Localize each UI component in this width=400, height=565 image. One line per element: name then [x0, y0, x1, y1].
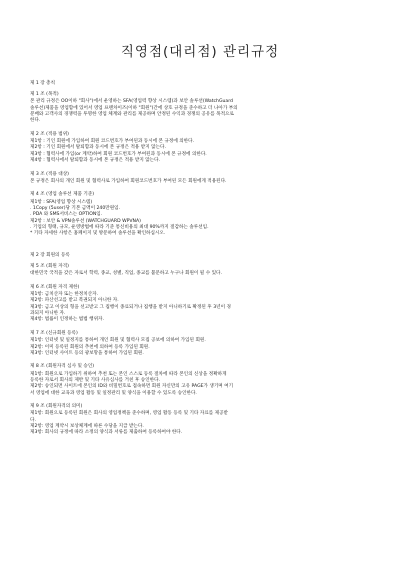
chapter-heading: 제 2 장 회원의 등록: [30, 252, 70, 258]
article-heading: 제 6 조 (회원 자격 제한): [30, 284, 80, 290]
document-title: 직영점(대리점) 관리규정: [120, 44, 280, 60]
article-text-line: 제2항 : 보안 & VPN솔루션 (WATCHGUARD WPVNA): [30, 218, 141, 224]
article-text-line: 본 규정은 회사의 개인 회원 및 협력사로 가입하여 회원코드번호가 부여된 모든 회원에게 적용된다.: [30, 178, 227, 184]
chapter-heading: 제 1 장 총칙: [30, 81, 56, 86]
article-text-line: 분배와 고객사의 경쟁력을 투명한 영업 체계와 관리를 제공하며 안정된 수익과 경쟁의 공유를 목적으로: [30, 112, 234, 117]
article-text-line: 한다.: [30, 118, 41, 124]
article-text-line: 서 영업에 대한 교육과 영업 활동 및 일정관리 및 양식을 이용할 수 있도록 승인한다.: [30, 390, 197, 396]
article-text-line: 제3항: 인터넷 사이트 등의 광보망을 통하여 가입된 회원.: [30, 350, 144, 356]
article-heading: 제 9 조 (회원자격의 의미): [30, 404, 83, 410]
article-heading: 제 8 조 (회원자격 심사 및 승인): [30, 364, 95, 370]
article-text-line: 제1항 : SFA(영업 향상 시스템): [30, 199, 93, 205]
article: [30, 92, 370, 125]
article-text-line: * 기타 자세한 사항은 홈페이지 및 방문하여 솔루션을 확인하십시오.: [30, 231, 166, 237]
article-text-line: 제3항: 회사의 규정에 따라 소정의 양식과 서류를 제출하여 등록하여야 한다.: [30, 430, 183, 436]
article: [30, 404, 370, 437]
article: [30, 331, 370, 357]
article-text-line: 제2항: 영업 계약시 보상체계에 따른 수당을 지급 받는다.: [30, 424, 144, 430]
article-text-line: 솔루션)제품을 영업함에 있어서 영업 프랜차이즈(이하 "회원")간에 상호 규정을 준수하고 더 나아가 부의: [30, 105, 238, 111]
article-text-line: 제1항: 인터넷 및 일정지를 통하여 개인 회원 및 협력사 모집 공보에 의하여 가입된 회원.: [30, 338, 206, 344]
article-text-line: 제2항: 승인되면 사이트에 본인의 ID와 비밀번호로 접속하면 회원 자신만의 고유 PAGE가 생기며 여기: [30, 384, 234, 390]
article: [30, 172, 370, 186]
article: [30, 192, 370, 237]
article-text-line: 제4항 : 협력사에서 탈퇴함과 동시에 본 규정은 적용 받지 않는다.: [30, 158, 161, 164]
article-text-line: 제3항 : 협력사에 가입(or 계약)하여 회원 코드번호가 부여된과 동시에 본 규정에 의한다.: [30, 151, 207, 157]
article: [30, 264, 370, 278]
article-text-line: 다.: [30, 417, 36, 423]
article-heading: 제 1 조 (목적): [30, 92, 59, 97]
article: [30, 364, 370, 397]
article-text-line: 제2항: 파산선고를 받고 복권되지 아니한 자.: [30, 298, 119, 304]
article-heading: 제 4 조 (영업 솔루션 제품 기준): [30, 192, 95, 198]
article-heading: 제 3 조 (적용 대상): [30, 171, 69, 177]
article-text-line: 제2항: 이미 등록된 회원의 추천에 의하여 등록 가입된 회원.: [30, 344, 150, 350]
article-heading: 제 7 조 (신규회원 등록): [30, 330, 78, 336]
article-text-line: 제3항: 금고 이상의 형을 선고받고 그 집행이 종료되거나 집행을 받지 아니하기로 확정된 후 3년이 경: [30, 304, 231, 310]
article-text-line: 제1항: 금치산자 또는 한정치산자.: [30, 292, 99, 298]
article-text-line: 과되지 아니한 자.: [30, 311, 66, 317]
article-text-line: 제1항: 회원으로 등록된 회원은 회사의 영업정책을 준수하며, 영업 활동 등록 및 기타 자료를 제공받: [30, 411, 228, 417]
article-heading: 제 5 조 (회원 자격): [30, 263, 69, 269]
article-heading: 제 2 조 (적용 범위): [30, 131, 69, 137]
article-text-line: 등록한 자로서 회사의 제반 및 기타 사유심사를 거친 후 승인한다.: [30, 377, 160, 383]
article-text-line: 제4항: 법률이 인정하는 법법 행위자.: [30, 317, 104, 323]
article-text-line: 제1항: 회원으로 가입하기 위하여 추천 또는 본인 스스로 등록 절차에 따라 본인의 신상을 정확하게: [30, 371, 227, 377]
article-text-line: 제1항 : 기인 회원에 가입하여 회원 코드번호가 부여된과 동시에 본 규정에 의한다.: [30, 139, 194, 145]
article-text-line: 본 관리 규정은 OO이하 "회사")에서 운영하는 SFA(영업력 향상 시스템)과 보안 솔루션(WatchGuard: [30, 99, 233, 105]
article-text-line: 제2항 : 기인 회원에서 탈퇴함과 동시에 본 규정은 적용 받지 않는다.: [30, 145, 166, 151]
article: [30, 285, 370, 324]
article-text-line: . 1Copy (5user)당 기본 금액이 240만원임.: [30, 206, 121, 212]
article-text-line: . 기업의 형태, 규모, 운영방법에 따라 기준 통신비용의 최대 90%까지 절감하는 솔루션임.: [30, 225, 209, 231]
chapter-spacer: [30, 245, 370, 252]
article-text-line: 대한민국 국적을 갖은 자로서 학력, 종교, 성별, 직업, 종교를 불문하고 누구나 회원이 될 수 있다.: [30, 271, 222, 277]
document-body: [30, 80, 370, 437]
article: [30, 132, 370, 165]
article-text-line: . PDA 와 SMS서비스는 OPTION임.: [30, 212, 103, 218]
